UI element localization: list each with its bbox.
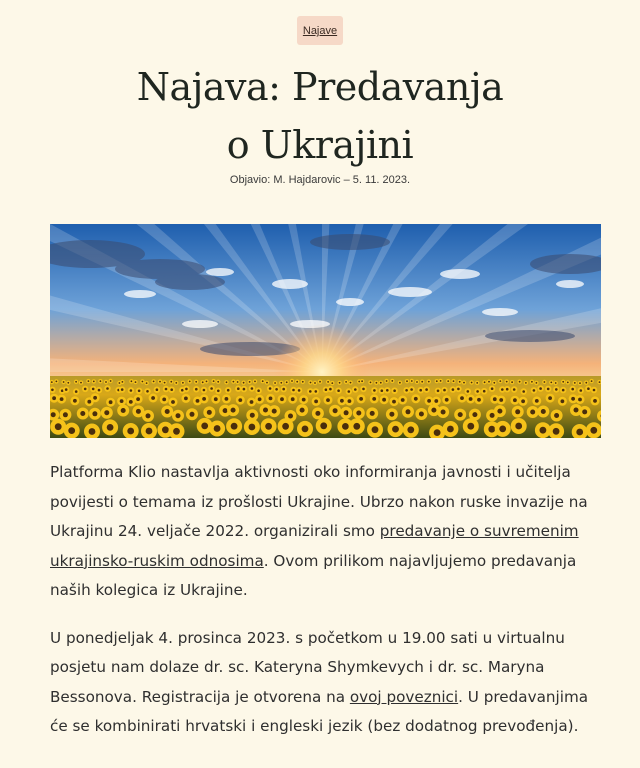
- page-title-line-1: Najava: Predavanja: [136, 65, 504, 109]
- category-wrap: [0, 16, 640, 45]
- byline: Objavio: M. Hajdarovic – 5. 11. 2023.: [229, 174, 411, 186]
- page-title: [60, 58, 580, 174]
- article-body: [50, 458, 595, 760]
- paragraph-2-text-a: U ponedjeljak 4. prosinca 2023. s početkom u 19.00 sati u virtualnu posjetu nam dolaze dr. sc. Kateryna Shymkevych i dr. sc. Maryna Bessonova. Registracija je otvorena na: [50, 628, 565, 706]
- paragraph-2-text-b: . U predavanjima će se kombinirati hrvatski i engleski jezik (bez dodatnog prevođenja).: [50, 687, 589, 735]
- hero-image: [50, 224, 601, 438]
- paragraph-1-text-b: . Ovom prilikom najavljujemo predavanja naših kolegica iz Ukrajine.: [50, 551, 577, 599]
- category-tag-link[interactable]: Najave: [297, 16, 343, 45]
- paragraph-1: [50, 458, 595, 606]
- registration-link[interactable]: ovoj poveznici: [349, 687, 459, 706]
- paragraph-1-text-a: Platforma Klio nastavlja aktivnosti oko informiranja javnosti i učitelja povijesti o temama iz prošlosti Ukrajine. Ubrzo nakon ruske invazije na Ukrajinu 24. veljače 2022. organizirali smo: [50, 463, 588, 540]
- lecture-link[interactable]: predavanje o suvremenim ukrajinsko-ruskim odnosima: [50, 522, 579, 570]
- paragraph-2: [50, 624, 595, 742]
- sunflower-field-image: [50, 224, 601, 438]
- page-title-line-2: o Ukrajini: [226, 123, 414, 167]
